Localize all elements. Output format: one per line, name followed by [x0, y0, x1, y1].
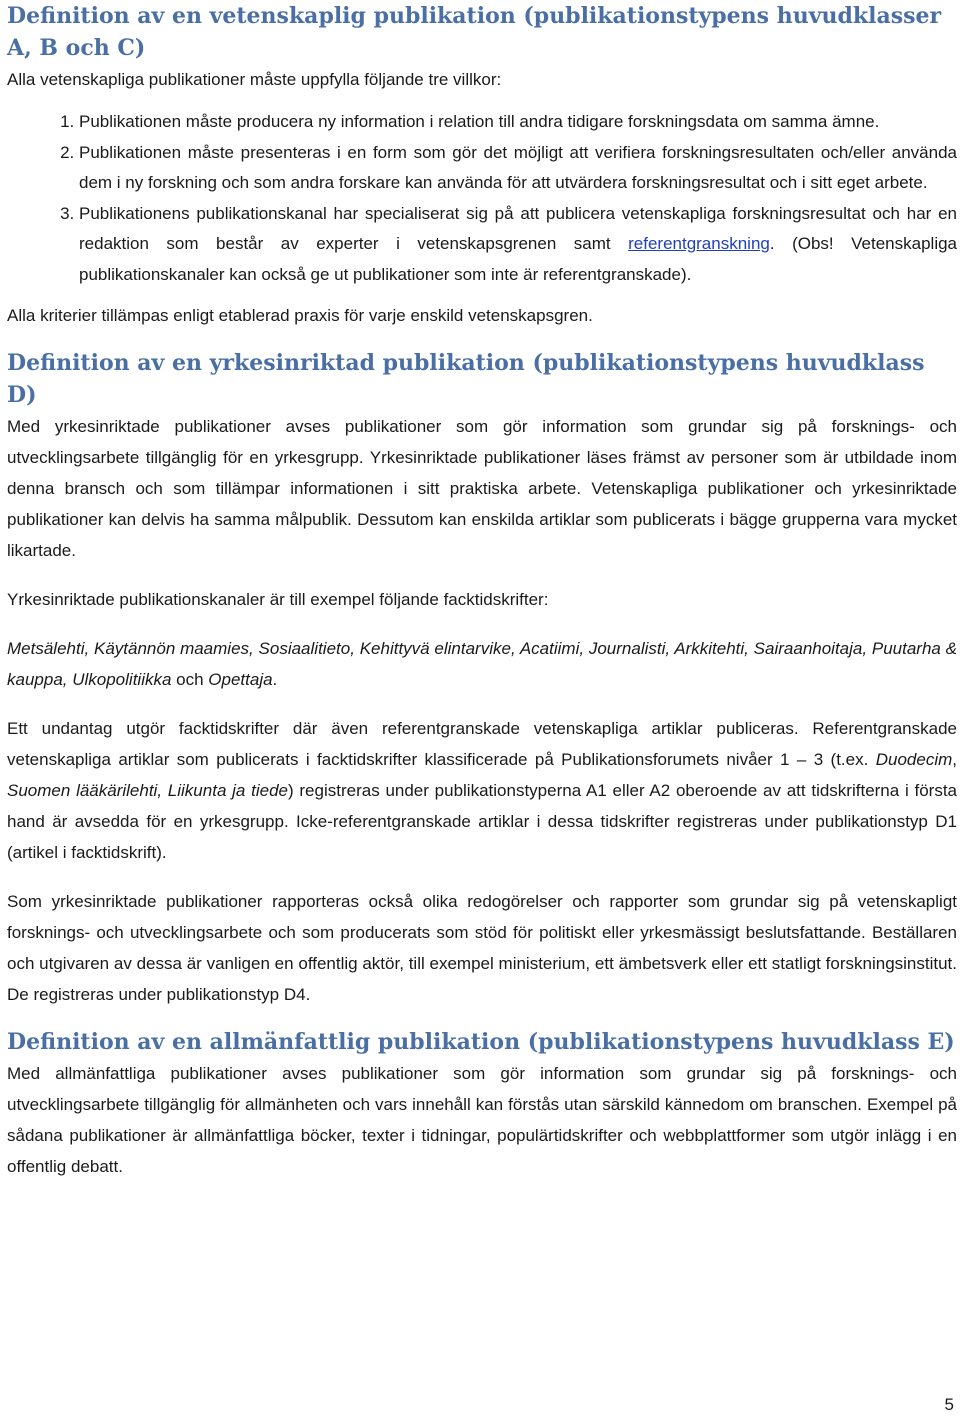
professional-paragraph-3	[7, 713, 957, 868]
page-number: 5	[944, 1395, 954, 1414]
section-title-general: Definition av en allmänfattlig publikation (publikationstypens huvudklass E)	[7, 1029, 955, 1055]
journal-names: Suomen lääkärilehti, Liikunta ja tiede	[7, 781, 288, 800]
punctuation: .	[272, 670, 278, 689]
examples-intro: Yrkesinriktade publikationskanaler är till exempel följande facktidskrifter:	[7, 590, 549, 609]
section-intro: Alla vetenskapliga publikationer måste uppfylla följande tre villkor:	[7, 70, 502, 89]
conjunction: och	[171, 670, 209, 689]
criteria-list	[7, 107, 957, 290]
professional-paragraph-4: Som yrkesinriktade publikationer rapporteras också olika redogörelser och rapporter som grundar sig på vetenskapligt forsknings- och utvecklingsarbete och som producerats som stöd för politiskt eller yrkesmässigt beslutsfattande. Beställaren och utgivaren av dessa är vanligen en offentlig aktör, till exempel ministerium, ett ämbetsverk eller ett statligt forskningsinstitut. De registreras under publikationstyp D4.	[7, 892, 957, 1004]
examples-list	[7, 633, 957, 695]
section-title-scientific: Definition av en vetenskaplig publikation (publikationstypens huvudklasser A, B och C)	[7, 3, 942, 61]
journal-names: Metsälehti, Käytännön maamies, Sosiaalitieto, Kehittyvä elintarvike, Acatiimi, Journalisti, Arkkitehti, Sairaanhoitaja, Puutarha & kauppa, Ulkopolitiikka	[7, 639, 957, 689]
journal-name: Duodecim	[875, 750, 953, 769]
criteria-item-3	[79, 199, 957, 291]
criteria-closing: Alla kriterier tillämpas enligt etablerad praxis för varje enskild vetenskapsgren.	[7, 306, 593, 325]
criteria-item-1: 1. Publikationen måste producera ny information i relation till andra tidigare forskningsdata om samma ämne.	[79, 107, 957, 138]
general-paragraph-1: Med allmänfattliga publikationer avses publikationer som gör information som grundar sig på forsknings- och utvecklingsarbete tillgänglig för allmänheten och vars innehåll kan förstås utan särskild kännedom om branschen. Exempel på sådana publikationer är allmänfattliga böcker, texter i tidningar, populärtidskrifter och webbplattformer som utgör inlägg i en offentlig debatt.	[7, 1064, 957, 1176]
professional-paragraph-1: Med yrkesinriktade publikationer avses publikationer som gör information som grundar sig på forsknings- och utvecklingsarbete tillgänglig för en yrkesgrupp. Yrkesinriktade publikationer läses främst av personer som är utbildade inom denna bransch och som tillämpar informationen i sitt praktiska arbete. Vetenskapliga publikationer och yrkesinriktade publikationer kan delvis ha samma målpublik. Dessutom kan enskilda artiklar som publicerats i bägge grupperna vara mycket likartade.	[7, 417, 957, 560]
criteria-text: . (Obs! Vetenskapliga publikationskanaler kan också ge ut publikationer som inte är referentgranskade).	[79, 234, 958, 284]
paragraph-text: Ett undantag utgör facktidskrifter där även referentgranskade vetenskapliga artiklar publiceras. Referentgranskade vetenskapliga artiklar som publicerats i facktidskrifter klassificerade på Publikationsforumets nivåer 1 – 3 (t.ex.	[7, 719, 957, 769]
separator: ,	[952, 750, 957, 769]
criteria-text: Publikationens publikationskanal har specialiserat sig på att publicera vetenskapliga forskningsresultat och har en redaktion som består av experter i vetenskapsgrenen samt	[79, 203, 957, 253]
paragraph-text: ) registreras under publikationstyperna A1 eller A2 oberoende av att tidskrifterna i första hand är avsedda för en yrkesgrupp. Icke-referentgranskade artiklar i dessa tidskrifter registreras under publikationstyp D1 (artikel i facktidskrift).	[7, 781, 958, 862]
document-page	[7, 0, 957, 1182]
journal-name-last: Opettaja	[208, 670, 273, 689]
referentgranskning-link[interactable]: referentgranskning	[628, 234, 770, 253]
section-title-professional: Definition av en yrkesinriktad publikation (publikationstypens huvudklass D)	[7, 350, 925, 408]
criteria-item-2: 2. Publikationen måste presenteras i en form som gör det möjligt att verifiera forskningsresultaten och/eller använda dem i ny forskning och som andra forskare kan använda för att utvärdera forskningsresultat och i sitt eget arbete.	[79, 138, 957, 199]
